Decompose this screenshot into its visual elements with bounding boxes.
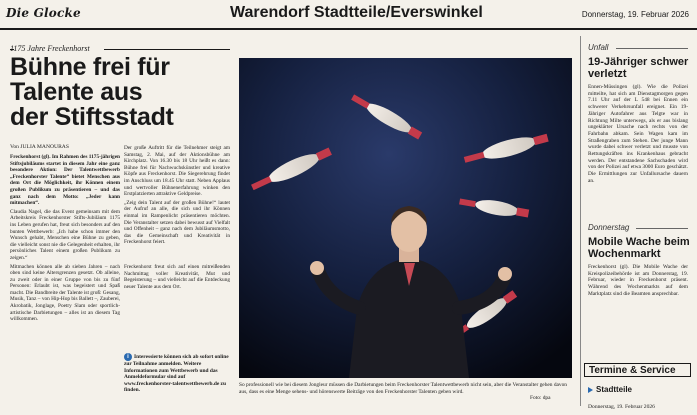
article-headline <box>10 55 232 130</box>
kicker-rule <box>636 228 688 229</box>
article-column-2 <box>124 145 230 248</box>
termine-link-stadtteile[interactable] <box>588 385 632 394</box>
lead-paragraph: Freckenhorst (gl). Im Rahmen des 1175-jährigen Stiftsjubiläums startet in diesem Jahr eine ganz besondere Aktion: Der Talentwettbewerb „Freckenhorster Talente“ bietet Menschen aus dem Ort die Möglichkeit, ihr Können einem großen Publikum zu präsentieren – und das ganz nach dem Motto: „Jeder kann mitmachen“. <box>10 154 120 207</box>
body-paragraph: „Zeig dein Talent auf der großen Bühne!“ lautet der Aufruf an alle, die sich und ihr Können einmal im Rampenlicht präsentieren möchten. Die Veranstalter setzen dabei bewusst auf Vielfalt und Offenheit – ganz nach dem Jubiläumsmotto, das die Gemeinschaft und Kreativität in Freckenhorst feiert. <box>124 199 230 246</box>
sidebar-article <box>588 84 688 185</box>
article-column-1 <box>10 154 120 325</box>
article-photo <box>239 58 572 378</box>
kicker-rule <box>616 48 688 49</box>
article-byline: Von JULIA MANOURAS <box>10 144 69 150</box>
article-kicker: 1175 Jahre Freckenhorst <box>10 44 90 53</box>
body-paragraph: Freckenhorst freut sich auf einen mitreißenden Nachmittag voller Kreativität, Mut und Begeisterung – und vielleicht auf die Entdeckung neuer Talente aus dem Ort. <box>124 264 230 290</box>
section-title: Warendorf Stadtteile/Everswinkel <box>230 4 483 21</box>
sidebar-headline: Mobile Wache beim Wochenmarkt <box>588 236 690 260</box>
article-column-3 <box>124 264 230 292</box>
arrow-right-icon <box>588 387 593 393</box>
issue-date: Donnerstag, 19. Februar 2026 <box>581 10 689 19</box>
footer-date: Donnerstag, 19. Februar 2026 <box>588 404 655 410</box>
body-paragraph: Ennen-Müssingen (gl). Wie die Polizei mitteilte, hat sich am Dienstagmorgen gegen 7.11 Uhr auf der L 548 bei Ennen ein schwerer Verkehrsunfall ereignet. Ein 19-Jähriger Autofahrer aus Telgte war in Richtung Milte unterwegs, als er aus bislang ungeklärter Ursache nach rechts von der Fahrbahn abkam. Sein Wagen kam im Straßengraben zum Stehen. Der junge Mann wurde dabei schwer verletzt und musste von Rettungskräften ins Krankenhaus gebracht werden. Der entstandene Sachschaden wird von der Polizei auf etwa 3000 Euro geschätzt. Die Ermittlungen zur Unfallursache dauern an. <box>588 84 688 184</box>
info-box <box>124 353 232 394</box>
sidebar-headline: 19-Jähriger schwer verletzt <box>588 56 689 80</box>
photo-caption: So professionell wie bei diesem Jongleur müssen die Darbietungen beim Freckenhorster Talentwettbewerb nicht sein, aber die Veranstalter gehen davon aus, dass es eine Menge sehens- und hörenswerte Beiträge von den Freckenhorster Talenten geben wird. <box>239 382 568 395</box>
kicker-rule <box>104 49 230 50</box>
termine-item-label: Stadtteile <box>596 385 633 394</box>
juggler-photo <box>239 58 572 378</box>
column-divider <box>580 36 581 406</box>
sidebar-kicker: Unfall <box>588 43 609 52</box>
sidebar-article <box>588 264 688 298</box>
body-paragraph: Claudia Nagel, die das Event gemeinsam mit dem Arbeitskreis Freckenhorster Stifts-Jubiläum 1175 ins Leben gerufen hat, freut sich besonders auf den bunten Wettbewerb: „Ich habe schon immer den Wunsch gehabt, Menschen eine Bühne zu geben, die vielleicht sonst nie die Gelegenheit erhalten, ihr persönliches Talent einem großen Publikum zu zeigen.“ <box>10 208 120 261</box>
body-paragraph: Mitmachen können alle ab sieben Jahren – nach oben sind keine Altersgrenzen gesetzt. Ob alleine, zu zweit oder in einer Gruppe von bis zu fünf Personen: Erlaubt ist, was begeistert und Spaß macht. Die Bandbreite der Talente ist groß: Gesang, Musik, Tanz – von Hip-Hop bis Ballett –, Zauberei, Akrobatik, Jonglage, Poetry Slam oder sportlich-artistische Darbietungen – alles ist an diesem Tag willkommen. <box>10 263 120 323</box>
newspaper-logo: Die Glocke <box>6 6 81 20</box>
sidebar-kicker: Donnerstag <box>588 223 630 232</box>
info-icon: i <box>124 353 132 361</box>
headline-line: Talente aus <box>10 78 143 106</box>
photo-credit: Foto: dpa <box>530 395 551 401</box>
termine-service-box: Termine & Service <box>584 363 691 377</box>
headline-line: Bühne frei für <box>10 53 170 81</box>
body-paragraph: Freckenhorst (gl). Die Mobile Wache der Kreispolizeibehörde ist am Donnerstag, 19. Februar, wieder in Freckenhorst präsent. Während des Wochenmarkts auf dem Marktplatz sind die Beamten ansprechbar. <box>588 264 688 297</box>
headline-line: der Stiftsstadt <box>10 103 174 131</box>
page-header <box>0 0 697 30</box>
info-text: Interessierte können sich ab sofort online zur Teilnahme anmelden. Weitere Informationen zum Wettbewerb und das Anmeldeformular sind auf www.freckenhorster-talentwettbewerb.de zu finden. <box>124 354 229 394</box>
body-paragraph: Der große Auftritt für die Teilnehmer steigt am Samstag, 2. Mai, auf der Aktionsbühne am Kirchplatz. Von 16.30 bis 18 Uhr heißt es dann: Bühne frei für Nachwuchskünstler und kreative Köpfe aus Freckenhorst. Die Siegerehrung findet im Anschluss um 18.45 Uhr statt. Neben Applaus und wertvoller Bühnenerfahrung winken den Erstplatzierten attraktive Geldpreise. <box>124 145 230 198</box>
